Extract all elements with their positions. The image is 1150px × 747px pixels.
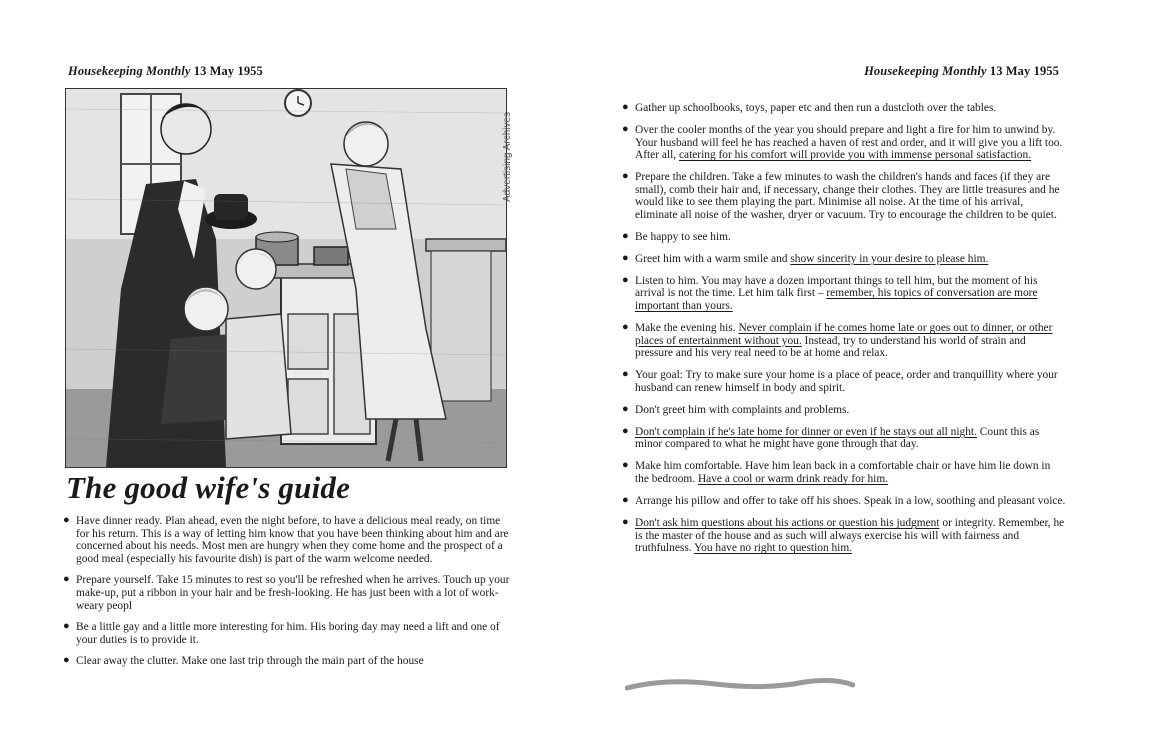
guide-item <box>621 171 1066 221</box>
issue-date: 13 May 1955 <box>193 64 263 78</box>
bullet-icon: ● <box>622 493 629 506</box>
guide-item <box>62 574 512 612</box>
publication-name: Housekeeping Monthly <box>864 64 987 78</box>
bullet-icon: ● <box>622 170 629 183</box>
bullet-icon: ● <box>622 229 629 242</box>
guide-item <box>621 102 1066 115</box>
item-text: Greet him with a warm smile and <box>635 252 791 265</box>
left-page-header <box>68 64 263 79</box>
underlined-text: catering for his comfort will provide you with immense personal satisfaction. <box>678 149 1032 162</box>
guide-item <box>621 253 1066 266</box>
item-text: Clear away the clutter. Make one last trip through the main part of the house <box>76 655 424 668</box>
guide-item <box>621 369 1066 394</box>
item-text: Make the evening his. <box>635 322 739 335</box>
bullet-icon: ● <box>622 424 629 437</box>
bullet-icon: ● <box>622 122 629 135</box>
underlined-text: Have a cool or warm drink ready for him. <box>697 472 889 485</box>
item-text: Your goal: Try to make sure your home is a place of peace, order and tranquillity where your husband can renew himself in body and spirit. <box>635 369 1058 394</box>
article-title: The good wife's guide <box>66 470 351 505</box>
bullet-icon: ● <box>622 459 629 472</box>
underlined-text: Don't ask him questions about his actions or question his judgment <box>635 516 940 529</box>
vintage-kitchen-illustration <box>65 88 507 468</box>
underlined-text: You have no right to question him. <box>694 542 853 555</box>
guide-item <box>621 404 1066 417</box>
guide-item <box>621 426 1066 451</box>
item-text: Gather up schoolbooks, toys, paper etc and then run a dustcloth over the tables. <box>635 102 997 114</box>
bullet-icon: ● <box>622 402 629 415</box>
ink-smudge <box>625 676 855 694</box>
bullet-icon: ● <box>622 368 629 381</box>
item-text: Don't greet him with complaints and problems. <box>635 403 850 416</box>
item-text: Have dinner ready. Plan ahead, even the night before, to have a delicious meal ready, on time for his return. This is a way of letting him know that you have been thinking about him and are concerned about his needs. Most men are hungry when they come home and the prospect of a good meal (especially his favourite dish) is part of the warm welcome needed. <box>76 515 509 565</box>
guide-item <box>621 124 1066 162</box>
right-bullet-list <box>621 102 1066 564</box>
bullet-icon: ● <box>622 515 629 528</box>
guide-item <box>621 322 1066 360</box>
item-text: Prepare the children. Take a few minutes to wash the children's hands and faces (if they are small), comb their hair and, if necessary, change their clothes. They are little treasures and he would like to see them playing the part. Minimise all noise. At the time of his arrival, eliminate all noise of the washer, dryer or vacuum. Try to encourage the children to be quiet. <box>635 171 1060 221</box>
item-text: Arrange his pillow and offer to take off his shoes. Speak in a low, soothing and pleasant voice. <box>635 494 1066 507</box>
item-text: Over the cooler months of the year you should prepare and light a fire for him to unwind by. Your husband will feel he has reached a haven of rest and order, and it will give you a lift too. After all, <box>635 123 1063 162</box>
item-text: Make him comfortable. Have him lean back in a comfortable chair or have him lie down in the bedroom. <box>635 460 1051 485</box>
bullet-icon: ● <box>63 514 70 526</box>
guide-item <box>621 495 1066 508</box>
left-bullet-list <box>62 515 512 677</box>
underlined-text: Never complain if he comes home late or goes out to dinner, or other places of entertainment without you. <box>635 322 1053 347</box>
item-text: Be a little gay and a little more interesting for him. His boring day may need a lift and one of your duties is to provide it. <box>76 621 500 646</box>
guide-item <box>621 460 1066 485</box>
guide-item <box>62 621 512 646</box>
item-text: or integrity. Remember, he is the master of the house and as such will always exercise his will with fairness and truthfulness. <box>635 516 1065 555</box>
publication-name: Housekeeping Monthly <box>68 64 191 78</box>
bullet-icon: ● <box>622 101 629 113</box>
guide-item <box>62 655 512 668</box>
guide-item <box>621 517 1066 555</box>
underlined-text: Don't complain if he's late home for dinner or even if he stays out all night. <box>635 425 977 438</box>
bullet-icon: ● <box>622 251 629 264</box>
bullet-icon: ● <box>622 321 629 334</box>
issue-date: 13 May 1955 <box>989 64 1059 78</box>
guide-item <box>62 515 512 565</box>
bullet-icon: ● <box>63 654 70 667</box>
item-text: Listen to him. You may have a dozen important things to tell him, but the moment of his arrival is not the time. Let him talk first – <box>635 274 1038 300</box>
underlined-text: remember, his topics of conversation are more important than yours. <box>635 287 1038 313</box>
underlined-text: show sincerity in your desire to please him. <box>790 252 989 265</box>
bullet-icon: ● <box>622 273 629 286</box>
right-page-header <box>864 64 1059 79</box>
image-credit: Advertising Archives <box>502 111 513 202</box>
item-text: Be happy to see him. <box>635 230 731 243</box>
item-text: Instead, try to understand his world of strain and pressure and his very real need to be at home and relax. <box>635 334 1026 360</box>
bullet-icon: ● <box>63 620 70 633</box>
guide-item <box>621 231 1066 244</box>
item-text: Count this as minor compared to what he might have gone through that day. <box>635 425 1040 451</box>
guide-item <box>621 275 1066 313</box>
bullet-icon: ● <box>63 573 70 586</box>
item-text: Prepare yourself. Take 15 minutes to rest so you'll be refreshed when he arrives. Touch up your make-up, put a ribbon in your hair and be fresh-looking. He has just been with a lot of work-weary peopl <box>76 574 510 612</box>
